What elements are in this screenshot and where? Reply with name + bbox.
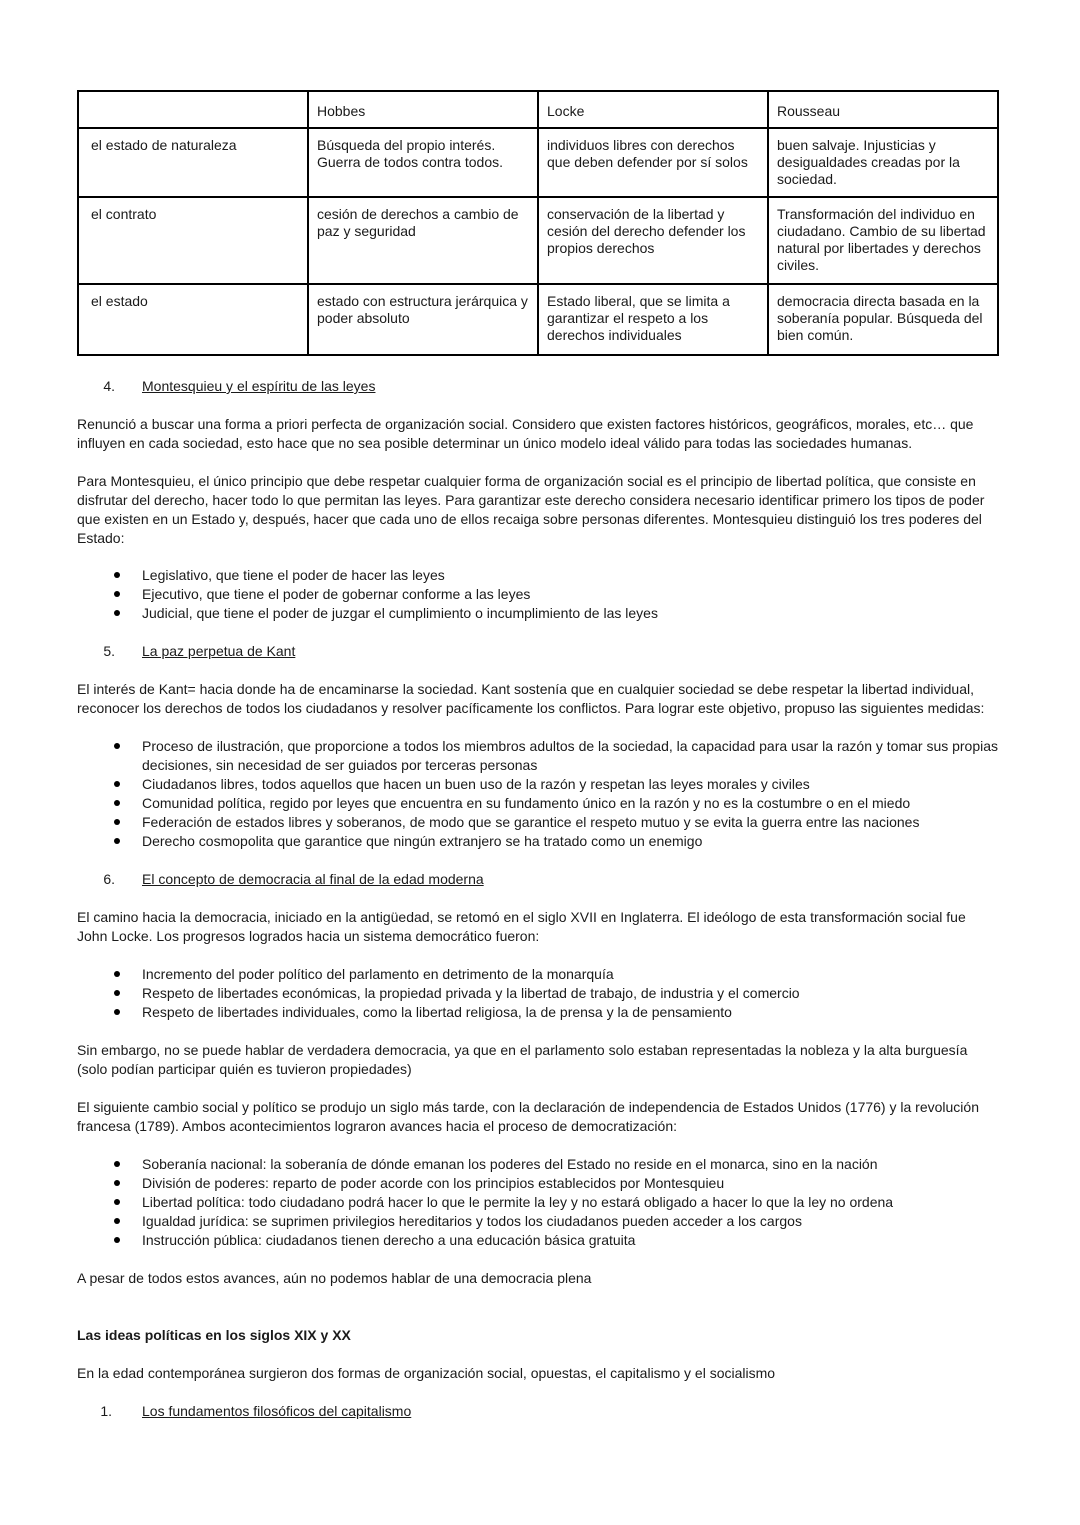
section-heading-capitalism [77,1402,999,1421]
section-heading-kant [77,642,999,661]
cell-rousseau: democracia directa basada en la soberanía popular. Búsqueda del bien común. [768,284,998,355]
list-item: Proceso de ilustración, que proporcione a todos los miembros adultos de la sociedad, la capacidad para usar la razón y tomar sus propias decisiones, sin necesidad de ser guiados por terceras personas [77,737,999,775]
paragraph: Renunció a buscar una forma a priori perfecta de organización social. Considero que existen factores históricos, geográficos, morales, etc… que influyen en cada sociedad, esto hace que no sea posible determinar un único modelo ideal válido para todas las sociedades humanas. [77,416,974,451]
list-item: División de poderes: reparto de poder acorde con los principios establecidos por Montesquieu [77,1174,999,1193]
section-title: Montesquieu y el espíritu de las leyes [142,378,376,394]
cell-locke: Estado liberal, que se limita a garantizar el respeto a los derechos individuales [538,284,768,355]
table-header-locke: Locke [538,91,768,128]
paragraph: A pesar de todos estos avances, aún no podemos hablar de una democracia plena [77,1270,592,1286]
paragraph: El interés de Kant= hacia donde ha de encaminarse la sociedad. Kant sostenía que en cualquier sociedad se debe respetar la libertad individual, reconocer los derechos de todos los ciudadanos y resolver pacíficamente los conflictos. Para lograr este objetivo, propuso las siguientes medidas: [77,681,985,716]
paragraph: Para Montesquieu, el único principio que debe respetar cualquier forma de organización social es el principio de libertad política, que consiste en disfrutar del derecho, hacer todo lo que permitan las leyes. Para garantizar este derecho considera necesario identificar primero los tipos de poder que existen en un Estado y, después, hacer que cada uno de ellos recaiga sobre personas diferentes. Montesquieu distinguió los tres poderes del Estado: [77,473,985,546]
list-item: Legislativo, que tiene el poder de hacer las leyes [77,566,999,585]
table-header-row [78,91,998,128]
list-item: Ejecutivo, que tiene el poder de gobernar conforme a las leyes [77,585,999,604]
list-item: Incremento del poder político del parlamento en detrimento de la monarquía [77,965,999,984]
section-heading-democracy [77,870,999,889]
list-item: Judicial, que tiene el poder de juzgar el cumplimiento o incumplimiento de las leyes [77,604,999,623]
bullet-list-progress [77,965,999,1022]
section-number: 1. [100,1403,112,1419]
cell-hobbes: estado con estructura jerárquica y poder absoluto [308,284,538,355]
table-row [78,197,998,284]
section-number: 5. [103,643,115,659]
cell-rousseau: buen salvaje. Injusticias y desigualdades creadas por la sociedad. [768,128,998,197]
section-number: 4. [103,378,115,394]
list-item: Derecho cosmopolita que garantice que ningún extranjero se ha tratado como un enemigo [77,832,999,851]
bullet-list-powers [77,566,999,623]
part-heading: Las ideas políticas en los siglos XIX y XX [77,1327,351,1343]
table-header-rousseau: Rousseau [768,91,998,128]
row-label: el contrato [78,197,308,284]
paragraph: El siguiente cambio social y político se produjo un siglo más tarde, con la declaración de independencia de Estados Unidos (1776) y la revolución francesa (1789). Ambos acontecimientos lograron avances hacia el proceso de democratización: [77,1099,979,1134]
section-title: El concepto de democracia al final de la edad moderna [142,871,484,887]
bullet-list-kant-measures [77,737,999,851]
paragraph: El camino hacia la democracia, iniciado en la antigüedad, se retomó en el siglo XVII en Inglaterra. El ideólogo de esta transformación social fue John Locke. Los progresos logrados hacia un sistema democrático fueron: [77,909,966,944]
table-header-empty [78,91,308,128]
paragraph: Sin embargo, no se puede hablar de verdadera democracia, ya que en el parlamento solo estaban representadas la nobleza y la alta burguesía (solo podían participar quién es tuvieron propiedades) [77,1042,968,1077]
cell-locke: conservación de la libertad y cesión del derecho defender los propios derechos [538,197,768,284]
list-item: Igualdad jurídica: se suprimen privilegios hereditarios y todos los ciudadanos pueden acceder a los cargos [77,1212,999,1231]
cell-hobbes: cesión de derechos a cambio de paz y seguridad [308,197,538,284]
cell-locke: individuos libres con derechos que deben defender por sí solos [538,128,768,197]
cell-rousseau: Transformación del individuo en ciudadano. Cambio de su libertad natural por libertades y derechos civiles. [768,197,998,284]
philosophers-comparison-table [77,90,999,356]
document-page [77,90,999,1421]
section-title: Los fundamentos filosóficos del capitalismo [142,1403,412,1419]
list-item: Instrucción pública: ciudadanos tienen derecho a una educación básica gratuita [77,1231,999,1250]
section-title: La paz perpetua de Kant [142,643,296,659]
cell-hobbes: Búsqueda del propio interés. Guerra de todos contra todos. [308,128,538,197]
row-label: el estado [78,284,308,355]
list-item: Comunidad política, regido por leyes que encuentra en su fundamento único en la razón y no es la costumbre o en el miedo [77,794,999,813]
paragraph: En la edad contemporánea surgieron dos formas de organización social, opuestas, el capitalismo y el socialismo [77,1365,776,1381]
table-row [78,284,998,355]
list-item: Ciudadanos libres, todos aquellos que hacen un buen uso de la razón y respetan las leyes morales y civiles [77,775,999,794]
list-item: Libertad política: todo ciudadano podrá hacer lo que le permite la ley y no estará obligado a hacer lo que la ley no ordena [77,1193,999,1212]
section-number: 6. [103,871,115,887]
list-item: Federación de estados libres y soberanos, de modo que se garantice el respeto mutuo y se evita la guerra entre las naciones [77,813,999,832]
list-item: Respeto de libertades económicas, la propiedad privada y la libertad de trabajo, de industria y el comercio [77,984,999,1003]
list-item: Soberanía nacional: la soberanía de dónde emanan los poderes del Estado no reside en el monarca, sino en la nación [77,1155,999,1174]
bullet-list-democratization [77,1155,999,1250]
row-label: el estado de naturaleza [78,128,308,197]
table-row [78,128,998,197]
list-item: Respeto de libertades individuales, como la libertad religiosa, la de prensa y la de pensamiento [77,1003,999,1022]
table-header-hobbes: Hobbes [308,91,538,128]
section-heading-montesquieu [77,377,999,396]
